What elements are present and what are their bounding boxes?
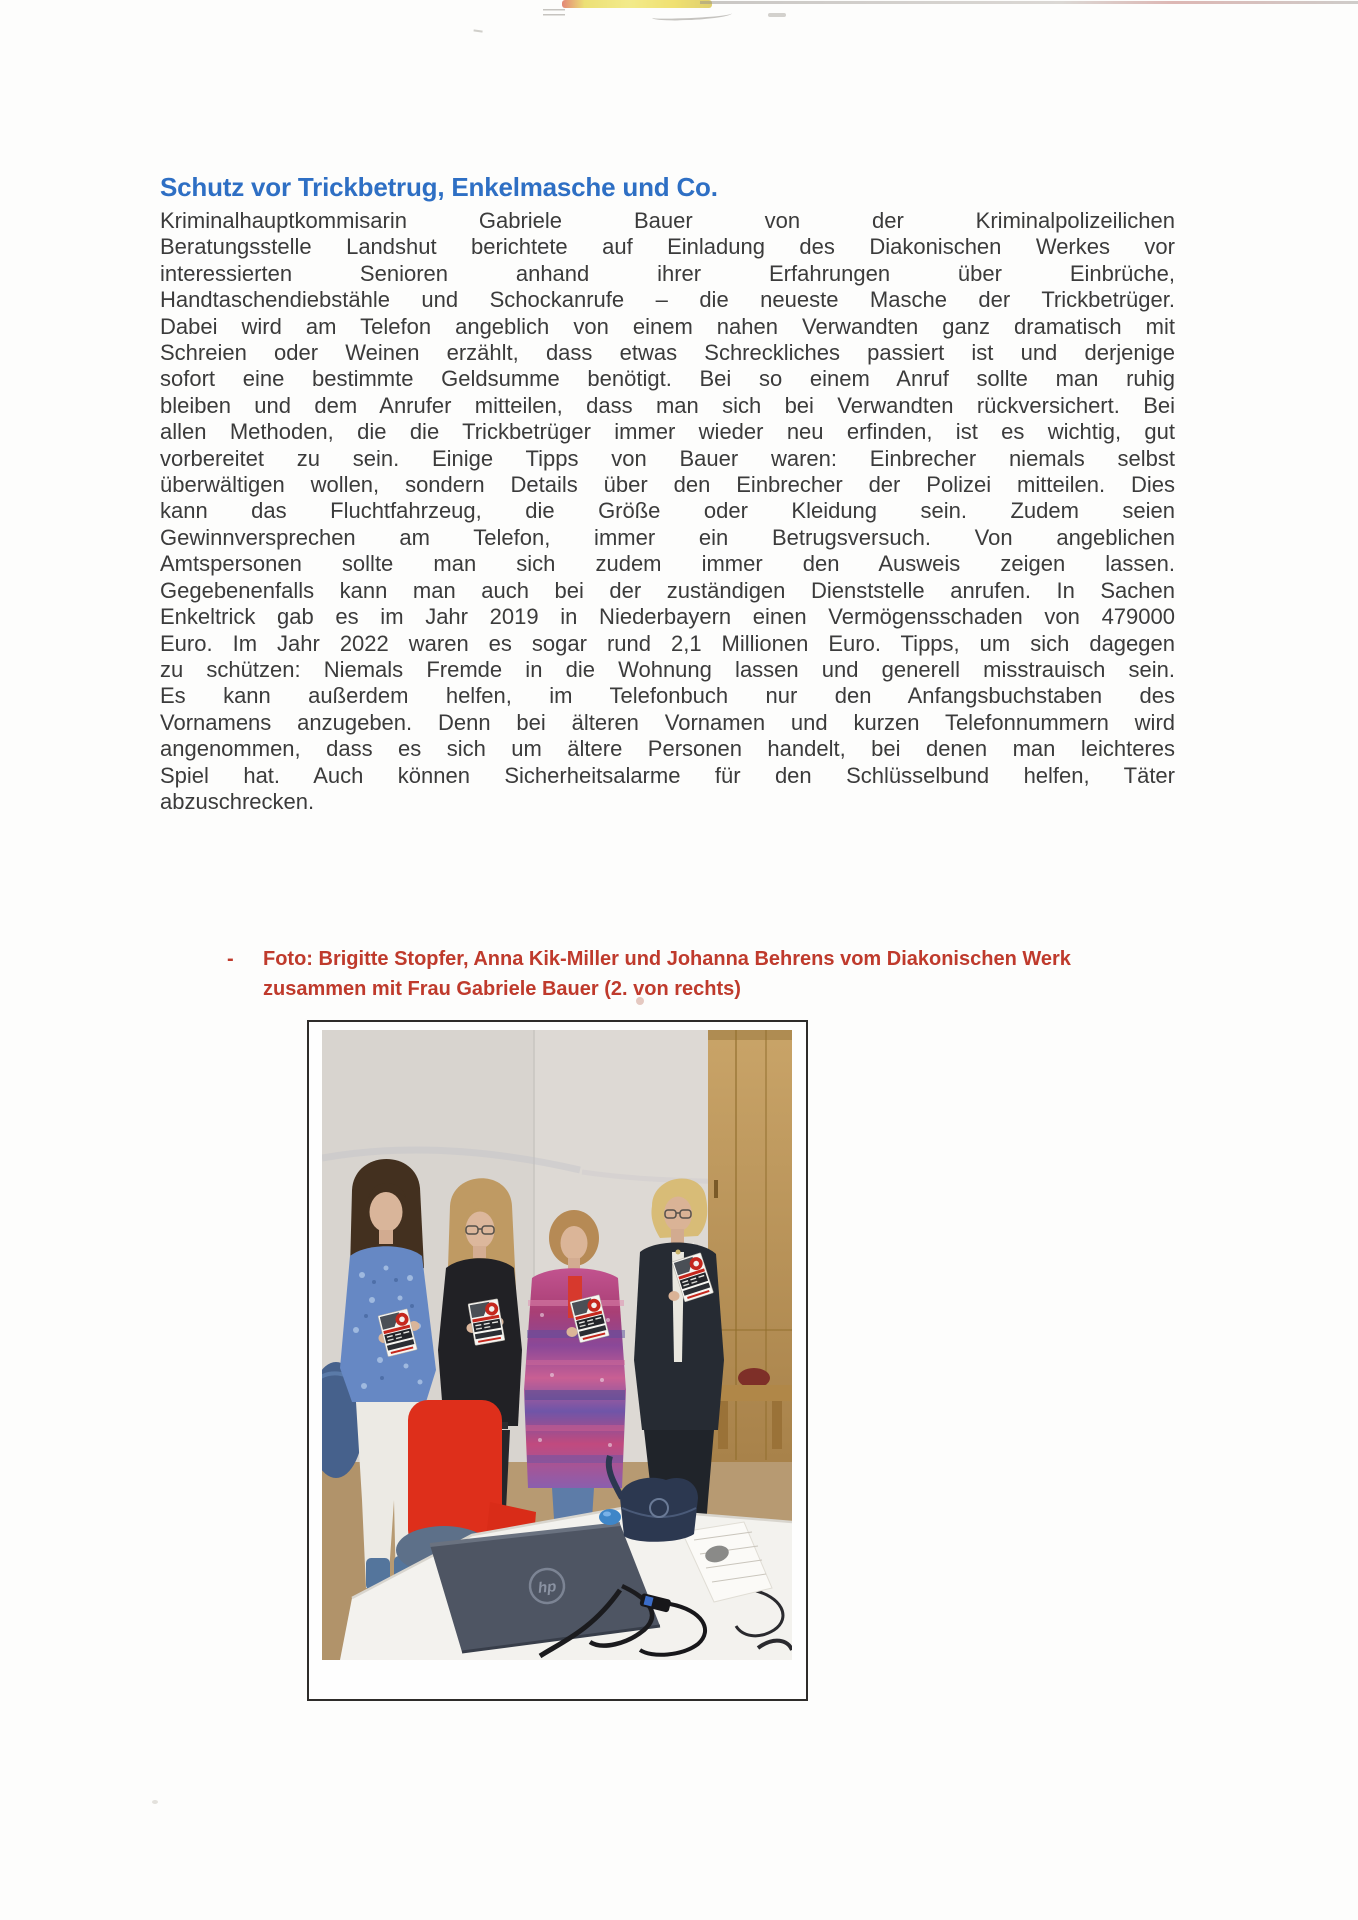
scan-artifact-mark: [152, 1800, 158, 1804]
article-title: Schutz vor Trickbetrug, Enkelmasche und Co.: [160, 172, 718, 202]
body-line: überwältigen wollen, sondern Details über den Einbrecher der Polizei mitteilen. Dies: [160, 472, 1175, 498]
body-line: bleiben und dem Anrufer mitteilen, dass man sich bei Verwandten rückversichert. Bei: [160, 392, 1175, 418]
hp-logo-text: hp: [537, 1578, 558, 1597]
body-line: abzuschrecken.: [160, 788, 315, 814]
article-body: [160, 208, 1175, 815]
body-line: Schreien oder Weinen erzählt, dass etwas Schreckliches passiert ist und derjenige: [160, 340, 1175, 366]
scan-artifact-mark: [473, 23, 483, 32]
caption-bullet: -: [227, 948, 234, 970]
body-line: sofort eine bestimmte Geldsumme benötigt. Bei so einem Anruf sollte man ruhig: [160, 366, 1175, 392]
body-line: Dabei wird am Telefon angeblich von einem nahen Verwandten ganz dramatisch mit: [160, 313, 1175, 339]
scan-artifact-highlighter: [562, 0, 712, 8]
article: [160, 172, 1175, 1000]
body-line: allen Methoden, die die Trickbetrüger immer wieder neu erfinden, ist es wichtig, gut: [160, 419, 1175, 445]
body-line: Enkeltrick gab es im Jahr 2019 in Niederbayern einen Vermögensschaden von 479000: [160, 604, 1175, 630]
scan-artifact-mark: [543, 9, 565, 16]
scan-artifact-mark: [768, 13, 786, 17]
body-line: Gegebenenfalls kann man auch bei der zuständigen Dienststelle anrufen. In Sachen: [160, 577, 1175, 603]
photo-caption: [227, 944, 1071, 1004]
caption-line: zusammen mit Frau Gabriele Bauer (2. von rechts): [263, 978, 741, 1000]
caption-text: [263, 944, 1071, 1004]
body-line: Spiel hat. Auch können Sicherheitsalarme für den Schlüsselbund helfen, Täter: [160, 762, 1175, 788]
body-line: angenommen, dass es sich um ältere Personen handelt, bei denen man leichteres: [160, 736, 1175, 762]
photo-frame: [307, 1020, 808, 1701]
body-line: Kriminalhauptkommisarin Gabriele Bauer von der Kriminalpolizeilichen: [160, 208, 1175, 233]
caption-line: Foto: Brigitte Stopfer, Anna Kik-Miller und Johanna Behrens vom Diakonischen Werk: [263, 948, 1071, 970]
blue-object: [599, 1509, 621, 1525]
body-line: Handtaschendiebstähle und Schockanrufe – die neueste Masche der Trickbetrüger.: [160, 287, 1175, 313]
scan-artifact-edge-line: [700, 1, 1358, 4]
body-line: vorbereitet zu sein. Einige Tipps von Bauer waren: Einbrecher niemals selbst: [160, 445, 1175, 471]
body-line: Es kann außerdem helfen, im Telefonbuch nur den Anfangsbuchstaben des: [160, 683, 1175, 709]
body-line: Vornamens anzugeben. Denn bei älteren Vornamen und kurzen Telefonnummern wird: [160, 709, 1175, 735]
body-line: interessierten Senioren anhand ihrer Erfahrungen über Einbrüche,: [160, 260, 1175, 286]
photo: [322, 1030, 792, 1660]
body-line: kann das Fluchtfahrzeug, die Größe oder Kleidung sein. Zudem seien: [160, 498, 1175, 524]
body-line: Beratungsstelle Landshut berichtete auf Einladung des Diakonischen Werkes vor: [160, 234, 1175, 260]
body-line: Gewinnversprechen am Telefon, immer ein Betrugsversuch. Von angeblichen: [160, 524, 1175, 550]
body-line: Amtspersonen sollte man sich zudem immer den Ausweis zeigen lassen.: [160, 551, 1175, 577]
scan-artifact-mark: [652, 10, 732, 22]
body-line: Euro. Im Jahr 2022 waren es sogar rund 2,1 Millionen Euro. Tipps, um sich dagegen: [160, 630, 1175, 656]
body-line: zu schützen: Niemals Fremde in die Wohnung lassen und generell misstrauisch sein.: [160, 656, 1175, 682]
